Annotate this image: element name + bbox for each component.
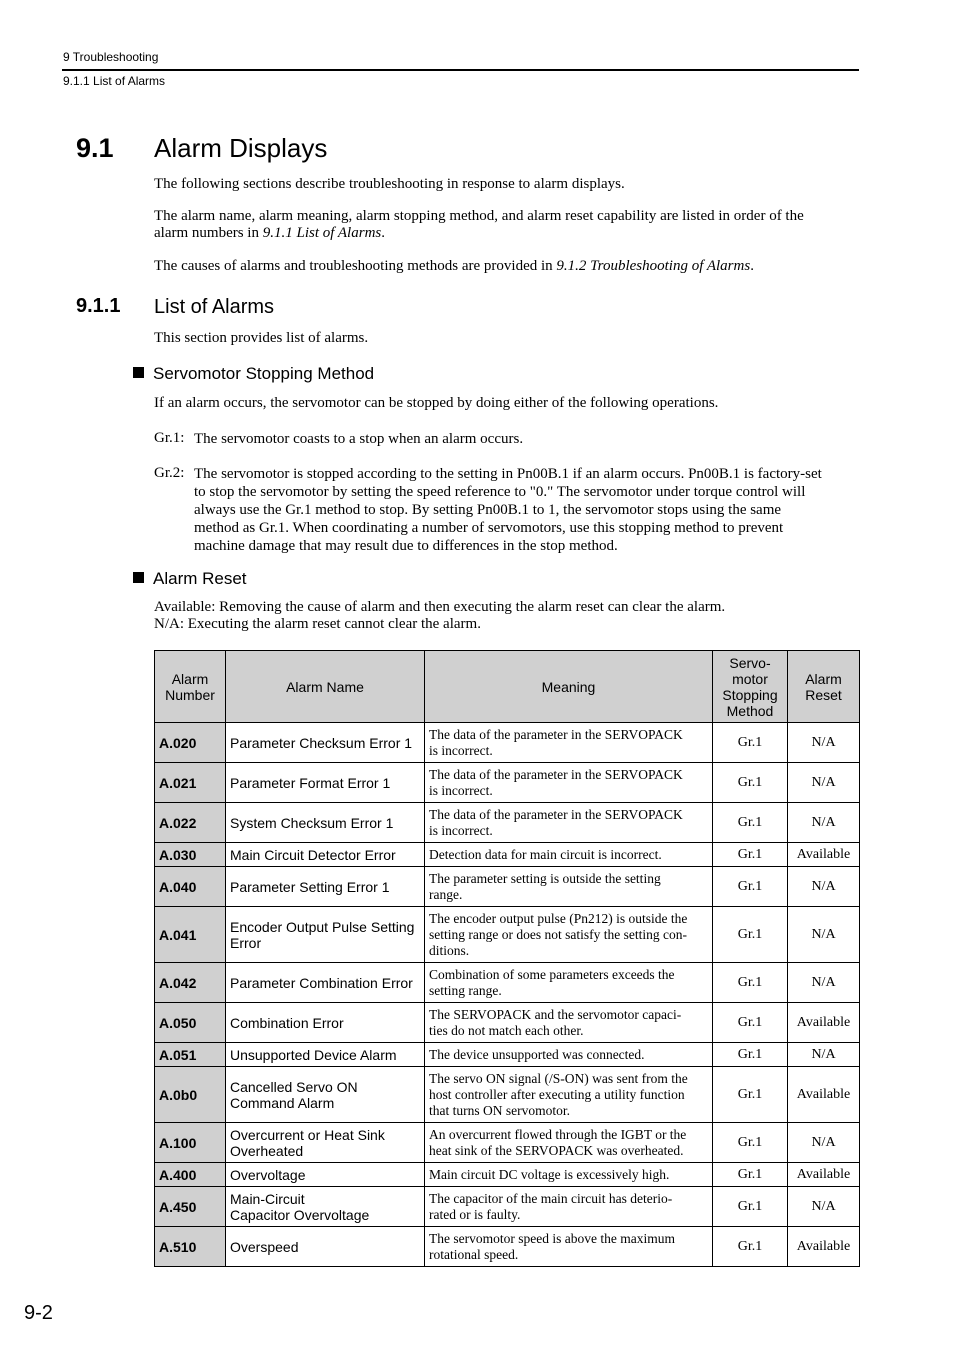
stopping-method-heading: Servomotor Stopping Method [133,364,374,384]
section-causes-paragraph: The causes of alarms and troubleshooting methods are provided in 9.1.2 Troubleshooting of Alarms. [154,258,754,274]
alarm-number-cell: A.510 [155,1227,226,1267]
alarm-reset-heading: Alarm Reset [133,569,247,589]
alarm-meaning-cell: The device unsupported was connected. [425,1043,713,1067]
alarm-meaning-cell: The servomotor speed is above the maximum rotational speed. [425,1227,713,1267]
subsection-title: List of Alarms [154,296,275,318]
alarm-reset-cell: Available [788,1067,860,1123]
section-order-paragraph [154,208,859,242]
paragraph-line: The alarm name, alarm meaning, alarm stopping method, and alarm reset capability are listed in order of the [154,208,804,224]
alarm-name-cell: System Checksum Error 1 [226,803,425,843]
alarm-name-cell: Main Circuit Detector Error [226,843,425,867]
alarm-reset-cell: N/A [788,1187,860,1227]
section-title: Alarm Displays [154,133,328,163]
table-row [155,867,860,907]
stopping-method-cell: Gr.1 [713,963,788,1003]
alarm-reset-cell: N/A [788,907,860,963]
alarm-name-cell: Parameter Combination Error [226,963,425,1003]
section-number: 9.1 [76,133,114,163]
alarm-name-cell: Unsupported Device Alarm [226,1043,425,1067]
table-row [155,723,860,763]
alarm-meaning-cell: The data of the parameter in the SERVOPACK is incorrect. [425,763,713,803]
stopping-method-cell: Gr.1 [713,1163,788,1187]
stopping-method-intro: If an alarm occurs, the servomotor can be stopped by doing either of the following operations. [154,395,719,411]
header-alarm-reset: Alarm Reset [788,651,860,723]
section-intro-paragraph: The following sections describe troubleshooting in response to alarm displays. [154,176,625,192]
alarm-name-cell: Cancelled Servo ON Command Alarm [226,1067,425,1123]
alarm-meaning-cell: An overcurrent flowed through the IGBT or the heat sink of the SERVOPACK was overheated. [425,1123,713,1163]
alarm-name-cell: Overcurrent or Heat Sink Overheated [226,1123,425,1163]
alarm-number-cell: A.030 [155,843,226,867]
alarm-number-cell: A.020 [155,723,226,763]
alarm-meaning-cell: The parameter setting is outside the setting range. [425,867,713,907]
table-row [155,907,860,963]
paragraph-line: alarm numbers in 9.1.1 List of Alarms. [154,225,385,241]
alarm-meaning-cell: The SERVOPACK and the servomotor capaci- ties do not match each other. [425,1003,713,1043]
alarm-reset-cell: N/A [788,803,860,843]
gr2-label: Gr.2: [154,465,185,481]
alarm-meaning-cell: Main circuit DC voltage is excessively high. [425,1163,713,1187]
alarm-number-cell: A.100 [155,1123,226,1163]
table-row [155,1123,860,1163]
stopping-method-cell: Gr.1 [713,907,788,963]
running-header-chapter: 9 Troubleshooting [63,50,159,64]
alarm-meaning-cell: The capacitor of the main circuit has deterio- rated or is faulty. [425,1187,713,1227]
table-row [155,1163,860,1187]
stopping-method-cell: Gr.1 [713,1067,788,1123]
alarm-meaning-cell: Detection data for main circuit is incorrect. [425,843,713,867]
alarm-number-cell: A.022 [155,803,226,843]
subsection-intro: This section provides list of alarms. [154,330,369,346]
header-rule [62,69,859,71]
table-row [155,1227,860,1267]
page-number: 9-2 [24,1302,53,1324]
alarm-reset-cell: Available [788,1227,860,1267]
alarm-meaning-cell: The data of the parameter in the SERVOPACK is incorrect. [425,803,713,843]
cross-reference: 9.1.1 List of Alarms [262,225,382,241]
alarm-number-cell: A.040 [155,867,226,907]
alarm-reset-cell: Available [788,1163,860,1187]
running-header-section: 9.1.1 List of Alarms [63,74,166,88]
alarm-name-cell: Main-Circuit Capacitor Overvoltage [226,1187,425,1227]
alarm-name-cell: Combination Error [226,1003,425,1043]
header-alarm-number: Alarm Number [155,651,226,723]
stopping-method-cell: Gr.1 [713,1227,788,1267]
alarm-number-cell: A.0b0 [155,1067,226,1123]
cross-reference: 9.1.2 Troubleshooting of Alarms [556,258,751,274]
alarm-number-cell: A.042 [155,963,226,1003]
alarm-number-cell: A.400 [155,1163,226,1187]
table-row [155,1003,860,1043]
alarm-reset-cell: N/A [788,723,860,763]
stopping-method-cell: Gr.1 [713,1003,788,1043]
alarm-number-cell: A.051 [155,1043,226,1067]
alarm-reset-cell: Available [788,1003,860,1043]
alarm-meaning-cell: The servo ON signal (/S-ON) was sent from the host controller after executing a utility function that turns ON servomotor. [425,1067,713,1123]
alarm-name-cell: Parameter Format Error 1 [226,763,425,803]
stopping-method-cell: Gr.1 [713,1043,788,1067]
alarm-name-cell: Overvoltage [226,1163,425,1187]
alarm-reset-cell: N/A [788,867,860,907]
alarm-name-cell: Parameter Setting Error 1 [226,867,425,907]
alarm-reset-cell: N/A [788,763,860,803]
table-row [155,763,860,803]
stopping-method-cell: Gr.1 [713,723,788,763]
alarm-reset-cell: N/A [788,1043,860,1067]
header-meaning: Meaning [425,651,713,723]
alarm-number-cell: A.050 [155,1003,226,1043]
bullet-square-icon [133,572,144,583]
alarm-meaning-cell: The data of the parameter in the SERVOPACK is incorrect. [425,723,713,763]
stopping-method-cell: Gr.1 [713,1187,788,1227]
alarm-number-cell: A.041 [155,907,226,963]
table-header-row [155,651,860,723]
stopping-method-cell: Gr.1 [713,843,788,867]
stopping-method-cell: Gr.1 [713,803,788,843]
stopping-method-cell: Gr.1 [713,763,788,803]
header-stopping-method: Servo- motor Stopping Method [713,651,788,723]
subsection-number: 9.1.1 [76,295,121,317]
gr2-text: The servomotor is stopped according to the setting in Pn00B.1 if an alarm occurs. Pn00B.1 is factory-set to stop the servomotor by setting the speed reference to "0." The servomotor under torque control will always use the Gr.1 method to stop. By setting Pn00B.1 to 1, the servomotor stops using the same method as Gr.1. When coordinating a number of servomotors, use this stopping method to prevent machine damage that may result due to differences in the stop method. [194,466,822,554]
alarm-number-cell: A.021 [155,763,226,803]
alarm-name-cell: Encoder Output Pulse Setting Error [226,907,425,963]
gr1-label: Gr.1: [154,430,185,446]
alarm-meaning-cell: The encoder output pulse (Pn212) is outside the setting range or does not satisfy the setting con- ditions. [425,907,713,963]
table-row [155,1187,860,1227]
alarm-name-cell: Overspeed [226,1227,425,1267]
alarm-name-cell: Parameter Checksum Error 1 [226,723,425,763]
reset-available-definition: Available: Removing the cause of alarm and then executing the alarm reset can clear the alarm. [154,599,726,615]
alarm-reset-cell: N/A [788,1123,860,1163]
alarm-list-table [154,650,860,1267]
alarm-meaning-cell: Combination of some parameters exceeds the setting range. [425,963,713,1003]
header-alarm-name: Alarm Name [226,651,425,723]
alarm-reset-cell: Available [788,843,860,867]
table-row [155,963,860,1003]
stopping-method-cell: Gr.1 [713,1123,788,1163]
table-row [155,843,860,867]
stopping-method-cell: Gr.1 [713,867,788,907]
bullet-square-icon [133,367,144,378]
table-row [155,1067,860,1123]
alarm-reset-description [154,599,859,633]
alarm-reset-cell: N/A [788,963,860,1003]
gr1-text: The servomotor coasts to a stop when an alarm occurs. [194,431,524,447]
table-row [155,803,860,843]
table-row [155,1043,860,1067]
alarm-number-cell: A.450 [155,1187,226,1227]
reset-na-definition: N/A: Executing the alarm reset cannot clear the alarm. [154,616,481,632]
